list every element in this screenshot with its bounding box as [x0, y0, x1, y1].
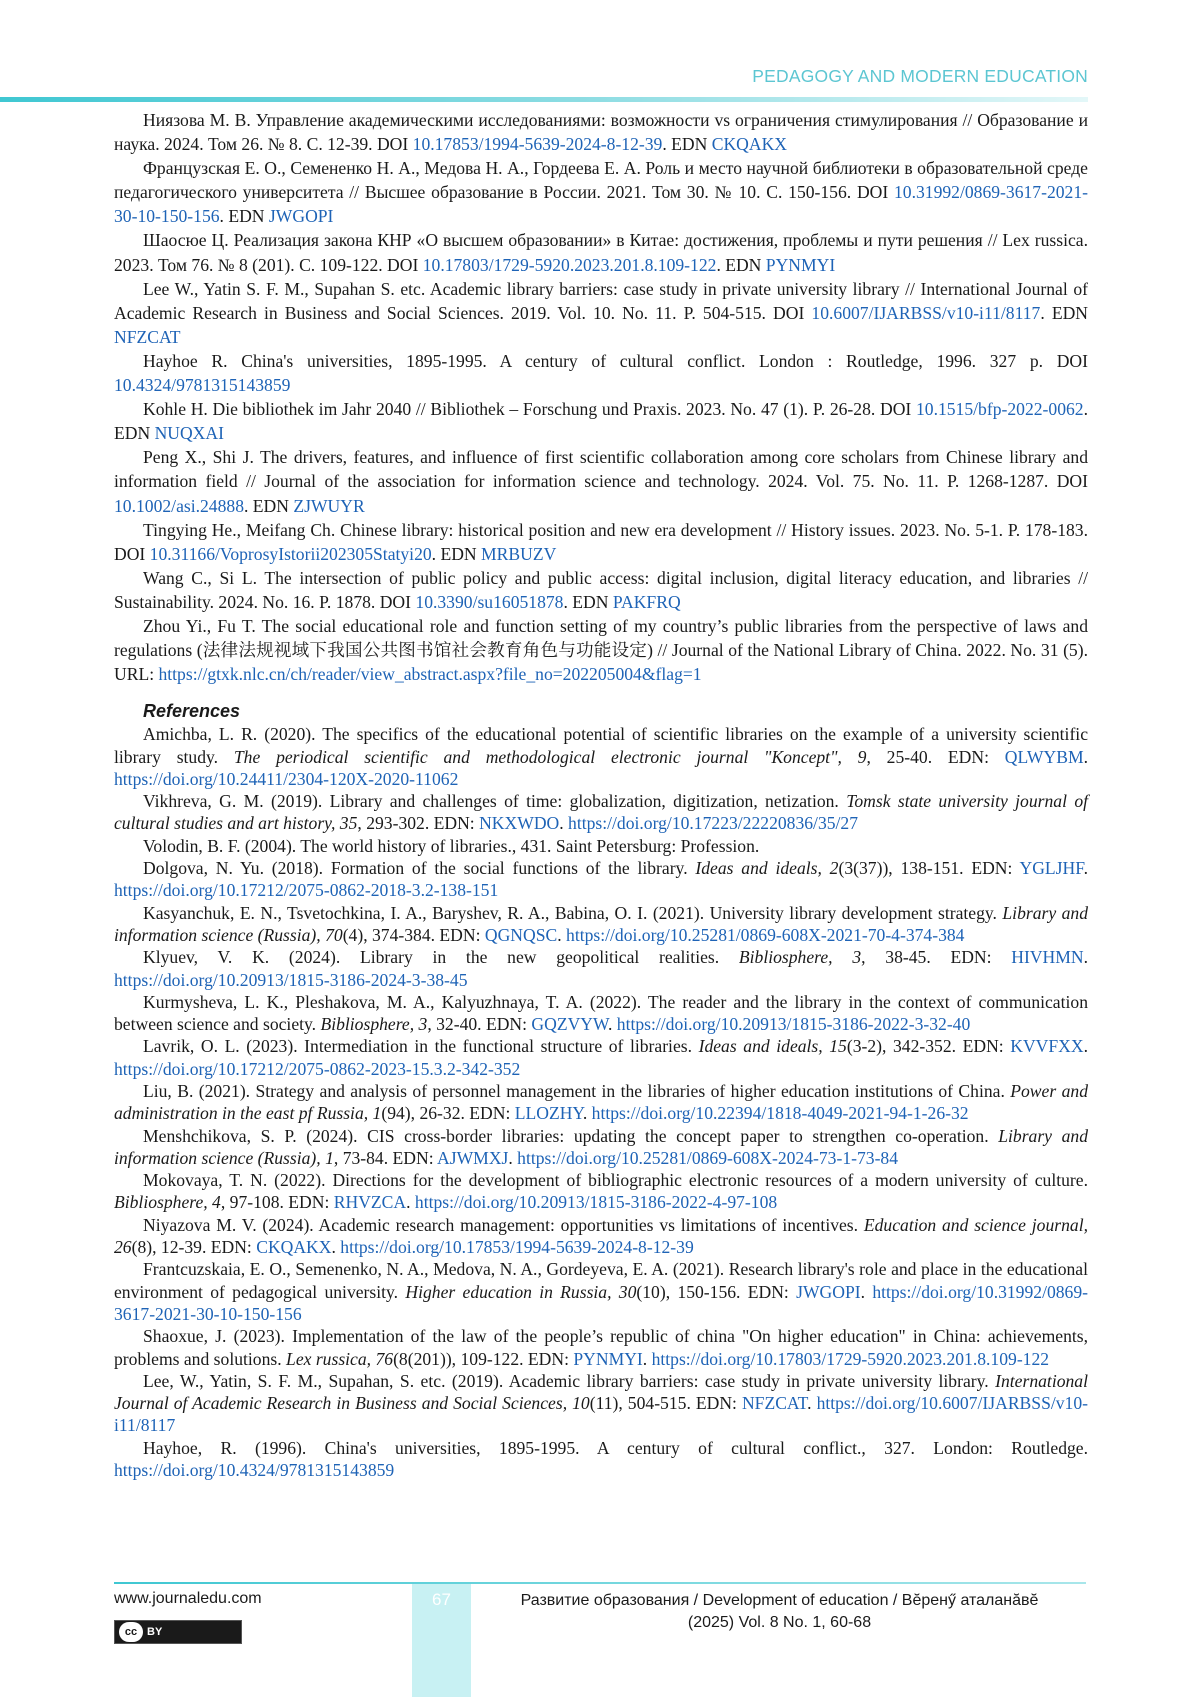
separator: . [508, 1147, 518, 1168]
source-text: Kohle H. Die bibliothek im Jahr 2040 // Bibliothek – Forschung und Praxis. 2023. No. 47 (1). P. 26-28. DOI [143, 399, 916, 420]
source-entry [114, 566, 1088, 614]
reference-source-title: Higher education in Russia, 30 [405, 1281, 637, 1302]
reference-pages: , 32-40. EDN: [427, 1014, 532, 1035]
doi-link[interactable]: 10.31992/0869-3617-2021-30-10-150-156 [114, 182, 1088, 227]
reference-text: Hayhoe, R. (1996). China's universities, 1895-1995. A century of cultural conflict., 327. London: Routledge. [143, 1437, 1088, 1458]
reference-source-title: Ideas and ideals, 15 [698, 1036, 847, 1057]
edn-label: . EDN [114, 399, 1088, 444]
journal-section-title: PEDAGOGY AND MODERN EDUCATION [752, 66, 1088, 86]
reference-source-title: The periodical scientific and methodological electronic journal "Koncept", 9 [233, 746, 867, 767]
reference-source-title: Tomsk state university journal of cultural studies and art history, 35 [114, 791, 1089, 834]
reference-text: Frantcuzskaia, E. O., Semenenko, N. A., Medova, N. A., Gordeyeva, E. A. (2021). Research library's role and place in the educational environment of pedagogical university. [114, 1259, 1088, 1302]
doi-link[interactable]: https://doi.org/10.17212/2075-0862-2018-3.2-138-151 [114, 880, 499, 901]
doi-link[interactable]: https://doi.org/10.17212/2075-0862-2023-15.3.2-342-352 [114, 1058, 521, 1079]
reference-source-title: Library and information science (Russia), 70 [114, 902, 1089, 945]
reference-source-title: Power and administration in the east pf Russia, 1 [114, 1081, 1088, 1124]
doi-link[interactable]: https://doi.org/10.17223/22220836/35/27 [568, 813, 859, 834]
journal-citation [471, 1590, 1088, 1634]
header-divider [0, 97, 1088, 102]
reference-entry [114, 1258, 1088, 1325]
doi-link[interactable]: https://doi.org/10.17853/1994-5639-2024-8-12-39 [340, 1237, 694, 1258]
reference-pages: (3(37)), 138-151. EDN: [838, 858, 1020, 879]
edn-label: . EDN [431, 543, 482, 564]
edn-link[interactable]: GQZVYW [531, 1014, 608, 1035]
source-entry [114, 397, 1088, 445]
reference-entry [114, 1035, 1088, 1080]
edn-link[interactable]: JWGOPI [796, 1281, 861, 1302]
reference-text: Niyazova M. V. (2024). Academic research management: opportunities vs limitations of incentives. [143, 1214, 864, 1235]
separator: . [331, 1237, 341, 1258]
source-list [114, 108, 1088, 686]
reference-source-title: Bibliosphere, 3 [320, 1014, 428, 1035]
reference-entry [114, 835, 1088, 857]
reference-pages: (3-2), 342-352. EDN: [846, 1036, 1011, 1057]
edn-label: . EDN [244, 495, 294, 516]
edn-link[interactable]: NKXWDO [479, 813, 560, 834]
reference-source-title: Ideas and ideals, 2 [695, 858, 839, 879]
reference-entry [114, 1325, 1088, 1370]
journal-name: Развитие образования / Development of education / Вĕренӳ аталанăвĕ [520, 1592, 1039, 1609]
reference-text: Kurmysheva, L. K., Pleshakova, M. A., Kalyuzhnaya, T. A. (2022). The reader and the library in the context of communication between science and society. [114, 991, 1088, 1035]
reference-source-title: Bibliosphere, 4 [114, 1192, 221, 1213]
reference-pages: (10), 150-156. EDN: [636, 1281, 797, 1302]
source-entry [114, 277, 1088, 349]
edn-link[interactable]: KVVFXX [1010, 1036, 1084, 1057]
reference-text: Kasyanchuk, E. N., Tsvetochkina, I. A., Baryshev, R. A., Babina, O. I. (2021). University library development strategy. [143, 902, 1003, 923]
doi-link[interactable]: https://doi.org/10.25281/0869-608X-2024-73-1-73-84 [517, 1147, 899, 1168]
separator: . [807, 1393, 817, 1414]
reference-text: Dolgova, N. Yu. (2018). Formation of the social functions of the library. [143, 858, 696, 879]
separator: . [607, 1014, 617, 1035]
reference-text: Klyuev, V. K. (2024). Library in the new geopolitical realities. [143, 947, 739, 968]
cc-license-badge[interactable] [114, 1620, 242, 1644]
edn-link[interactable]: NFZCAT [114, 326, 181, 347]
edn-link[interactable]: PAKFRQ [612, 591, 681, 612]
edn-link[interactable]: NFZCAT [741, 1393, 808, 1414]
source-text: Tingying He., Meifang Ch. Chinese library: historical position and new era development // History issues. 2023. No. 5-1. P. 178-183. DOI [114, 519, 1088, 564]
doi-link[interactable]: https://doi.org/10.6007/IJARBSS/v10-i11/8117 [114, 1393, 1089, 1436]
separator: . [1083, 1036, 1088, 1057]
reference-source-title: Lex russica, 76 [286, 1348, 394, 1369]
edn-label: . EDN [219, 206, 269, 227]
reference-entry [114, 1437, 1088, 1482]
reference-pages: , 38-45. EDN: [861, 947, 1012, 968]
edn-link[interactable]: QLWYBM [1004, 746, 1084, 767]
separator: . [1083, 947, 1089, 968]
doi-link[interactable]: https://doi.org/10.17803/1729-5920.2023.201.8.109-122 [651, 1348, 1050, 1369]
journal-issue: (2025) Vol. 8 No. 1, 60-68 [687, 1614, 872, 1631]
edn-link[interactable]: JWGOPI [268, 206, 334, 227]
separator: . [1083, 858, 1088, 879]
edn-link[interactable]: QGNQSC [484, 924, 558, 945]
separator: . [557, 924, 567, 945]
edn-link[interactable]: MRBUZV [481, 543, 557, 564]
reference-entry [114, 902, 1088, 947]
reference-entry [114, 1080, 1088, 1125]
reference-entry [114, 723, 1088, 790]
source-entry [114, 518, 1088, 566]
edn-link[interactable]: AJWMXJ [437, 1147, 509, 1168]
reference-entry [114, 991, 1088, 1036]
doi-link[interactable]: https://doi.org/10.25281/0869-608X-2021-70-4-374-384 [566, 924, 965, 945]
edn-link[interactable]: ZJWUYR [293, 495, 365, 516]
edn-link[interactable]: HIVHMN [1011, 947, 1084, 968]
doi-link[interactable]: 10.4324/9781315143859 [114, 375, 291, 396]
separator: . [559, 813, 569, 834]
article-text [114, 108, 1088, 1481]
source-text: Lee W., Yatin S. F. M., Supahan S. etc. Academic library barriers: case study in private university library // International Journal of Academic Research in Business and Social Sciences. 2019. Vol. 10. No. 11. P. 504-515. DOI [114, 278, 1088, 323]
reference-pages: (11), 504-515. EDN: [589, 1393, 742, 1414]
reference-source-title: Bibliosphere, 3 [738, 947, 862, 968]
reference-entry [114, 1169, 1088, 1214]
reference-text: Liu, B. (2021). Strategy and analysis of personnel management in the libraries of higher education institutions of China. [143, 1081, 1011, 1101]
doi-link[interactable]: 10.17853/1994-5639-2024-8-12-39 [412, 134, 663, 155]
doi-link[interactable]: https://doi.org/10.22394/1818-4049-2021-94-1-26-32 [591, 1103, 969, 1124]
reference-entry [114, 1214, 1088, 1259]
source-entry [114, 349, 1088, 397]
edn-link[interactable]: PYNMYI [765, 254, 836, 275]
by-icon: BY [147, 1626, 163, 1638]
reference-pages: , 97-108. EDN: [220, 1192, 334, 1213]
edn-link[interactable]: CKQAKX [711, 134, 787, 155]
reference-entry [114, 790, 1088, 835]
reference-pages: (94), 26-32. EDN: [381, 1103, 515, 1124]
doi-link[interactable]: https://doi.org/10.24411/2304-120X-2020-11062 [114, 768, 459, 789]
separator: . [1083, 746, 1089, 767]
reference-entry [114, 946, 1088, 991]
source-text: Peng X., Shi J. The drivers, features, and influence of first scientific collaboration among core scholars from Chinese library and information field // Journal of the association for information science and technology. 2024. Vol. 75. No. 11. P. 1268-1287. DOI [114, 447, 1088, 492]
doi-link[interactable]: 10.17803/1729-5920.2023.201.8.109-122 [422, 254, 717, 275]
separator: . [860, 1281, 873, 1302]
source-entry [114, 108, 1088, 156]
page-number: 67 [432, 1590, 451, 1609]
reference-text: Volodin, B. F. (2004). The world history of libraries., 431. Saint Petersburg: Profession. [143, 835, 760, 856]
reference-entry [114, 1125, 1088, 1170]
edn-label: . EDN [563, 591, 613, 612]
doi-link[interactable]: 10.6007/IJARBSS/v10-i11/8117 [811, 302, 1041, 323]
reference-source-title: International Journal of Academic Research in Business and Social Sciences, 10 [114, 1370, 1088, 1414]
doi-link[interactable]: https://doi.org/10.20913/1815-3186-2024-3-38-45 [114, 969, 468, 990]
reference-pages: (4), 374-384. EDN: [342, 924, 485, 945]
edn-link[interactable]: RHVZCA [333, 1192, 407, 1213]
reference-text: Vikhreva, G. M. (2019). Library and challenges of time: globalization, digitization, netization. [143, 791, 847, 812]
edn-link[interactable]: LLOZHY [514, 1103, 583, 1124]
reference-source-title: Education and science journal, 26 [114, 1214, 1088, 1258]
doi-link[interactable]: https://doi.org/10.20913/1815-3186-2022-3-32-40 [616, 1014, 971, 1035]
source-text: Ниязова М. В. Управление академическими исследованиями: возможности vs ограничения стимулирования // Образование и наука. 2024. Том 26. № 8. С. 12-39. DOI [114, 110, 1088, 155]
doi-link[interactable]: 10.31166/VoprosyIstorii202305Statyi20 [149, 543, 432, 564]
separator: . [406, 1192, 415, 1213]
doi-link[interactable]: https://gtxk.nlc.cn/ch/reader/view_abstract.aspx?file_no=202205004&flag=1 [158, 664, 702, 685]
doi-link[interactable]: 10.3390/su16051878 [415, 591, 564, 612]
reference-text: Amichba, L. R. (2020). The specifics of the educational potential of scientific libraries on the example of a university scientific library study. [114, 724, 1088, 767]
reference-pages: , 73-84. EDN: [333, 1147, 438, 1168]
edn-label: . EDN [662, 134, 712, 155]
edn-label: . EDN [1040, 302, 1088, 323]
reference-text: Lee, W., Yatin, S. F. M., Supahan, S. etc. (2019). Academic library barriers: case study in private university library. [143, 1370, 996, 1391]
edn-link[interactable]: YGLJHF [1019, 858, 1084, 879]
doi-link[interactable]: https://doi.org/10.4324/9781315143859 [114, 1460, 395, 1481]
source-text: Французская Е. О., Семененко Н. А., Медова Н. А., Гордеева Е. А. Роль и место научной библиотеки в образовательной среде педагогического университета // Высшее образование в России. 2021. Том 30. № 10. С. 150-156. DOI [114, 158, 1088, 203]
doi-link[interactable]: 10.1002/asi.24888 [114, 495, 244, 516]
separator: . [582, 1103, 592, 1124]
source-entry [114, 228, 1088, 276]
separator: . [642, 1348, 652, 1369]
source-entry [114, 445, 1088, 517]
reference-text: Menshchikova, S. P. (2024). CIS cross-border libraries: updating the concept paper to strengthen co-operation. [143, 1125, 999, 1146]
journal-website-link[interactable]: www.journaledu.com [114, 1590, 262, 1607]
reference-text: Mokovaya, T. N. (2022). Directions for the development of bibliographic electronic resources of a modern university of culture. [143, 1170, 1088, 1191]
reference-entry [114, 857, 1088, 902]
source-text: Шаосюе Ц. Реализация закона КНР «О высшем образовании» в Китае: достижения, проблемы и пути решения // Lex russica. 2023. Том 76. № 8 (201). С. 109-122. DOI [114, 230, 1088, 275]
references-list [114, 723, 1088, 1481]
reference-text: Shaoxue, J. (2023). Implementation of the law of the people’s republic of china "On higher education" in China: achievements, problems and solutions. [114, 1326, 1088, 1369]
edn-link[interactable]: NUQXAI [154, 423, 224, 444]
doi-link[interactable]: 10.1515/bfp-2022-0062 [915, 399, 1084, 420]
reference-pages: (8(201)), 109-122. EDN: [393, 1348, 574, 1369]
reference-text: Lavrik, O. L. (2023). Intermediation in the functional structure of libraries. [143, 1036, 699, 1057]
doi-link[interactable]: https://doi.org/10.20913/1815-3186-2022-4-97-108 [414, 1192, 778, 1213]
source-entry [114, 156, 1088, 228]
source-text: Hayhoe R. China's universities, 1895-1995. A century of cultural conflict. London : Routledge, 1996. 327 p. DOI [143, 350, 1088, 371]
reference-pages: , 25-40. EDN: [866, 746, 1005, 767]
cc-icon: cc [119, 1622, 143, 1642]
references-heading: References [143, 701, 241, 722]
source-entry [114, 614, 1088, 686]
reference-source-title: Library and information science (Russia), 1 [114, 1125, 1088, 1168]
edn-link[interactable]: CKQAKX [256, 1237, 332, 1258]
edn-label: . EDN [716, 254, 766, 275]
source-text: Zhou Yi., Fu T. The social educational role and function setting of my country’s public libraries from the perspective of laws and regulations (法律法规视域下我国公共图书馆社会教育角色与功能设定) // Journal of the National Library of China. 2022. No. 31 (5). URL: [114, 615, 1088, 685]
edn-link[interactable]: PYNMYI [573, 1348, 643, 1369]
footer-divider [114, 1582, 1086, 1584]
reference-entry [114, 1370, 1088, 1437]
reference-pages: (8), 12-39. EDN: [131, 1237, 257, 1258]
doi-link[interactable]: https://doi.org/10.31992/0869-3617-2021-30-10-150-156 [114, 1281, 1089, 1324]
reference-pages: , 293-302. EDN: [357, 813, 480, 834]
source-text: Wang C., Si L. The intersection of public policy and public access: digital inclusion, digital literacy education, and libraries // Sustainability. 2024. No. 16. P. 1878. DOI [114, 567, 1088, 612]
